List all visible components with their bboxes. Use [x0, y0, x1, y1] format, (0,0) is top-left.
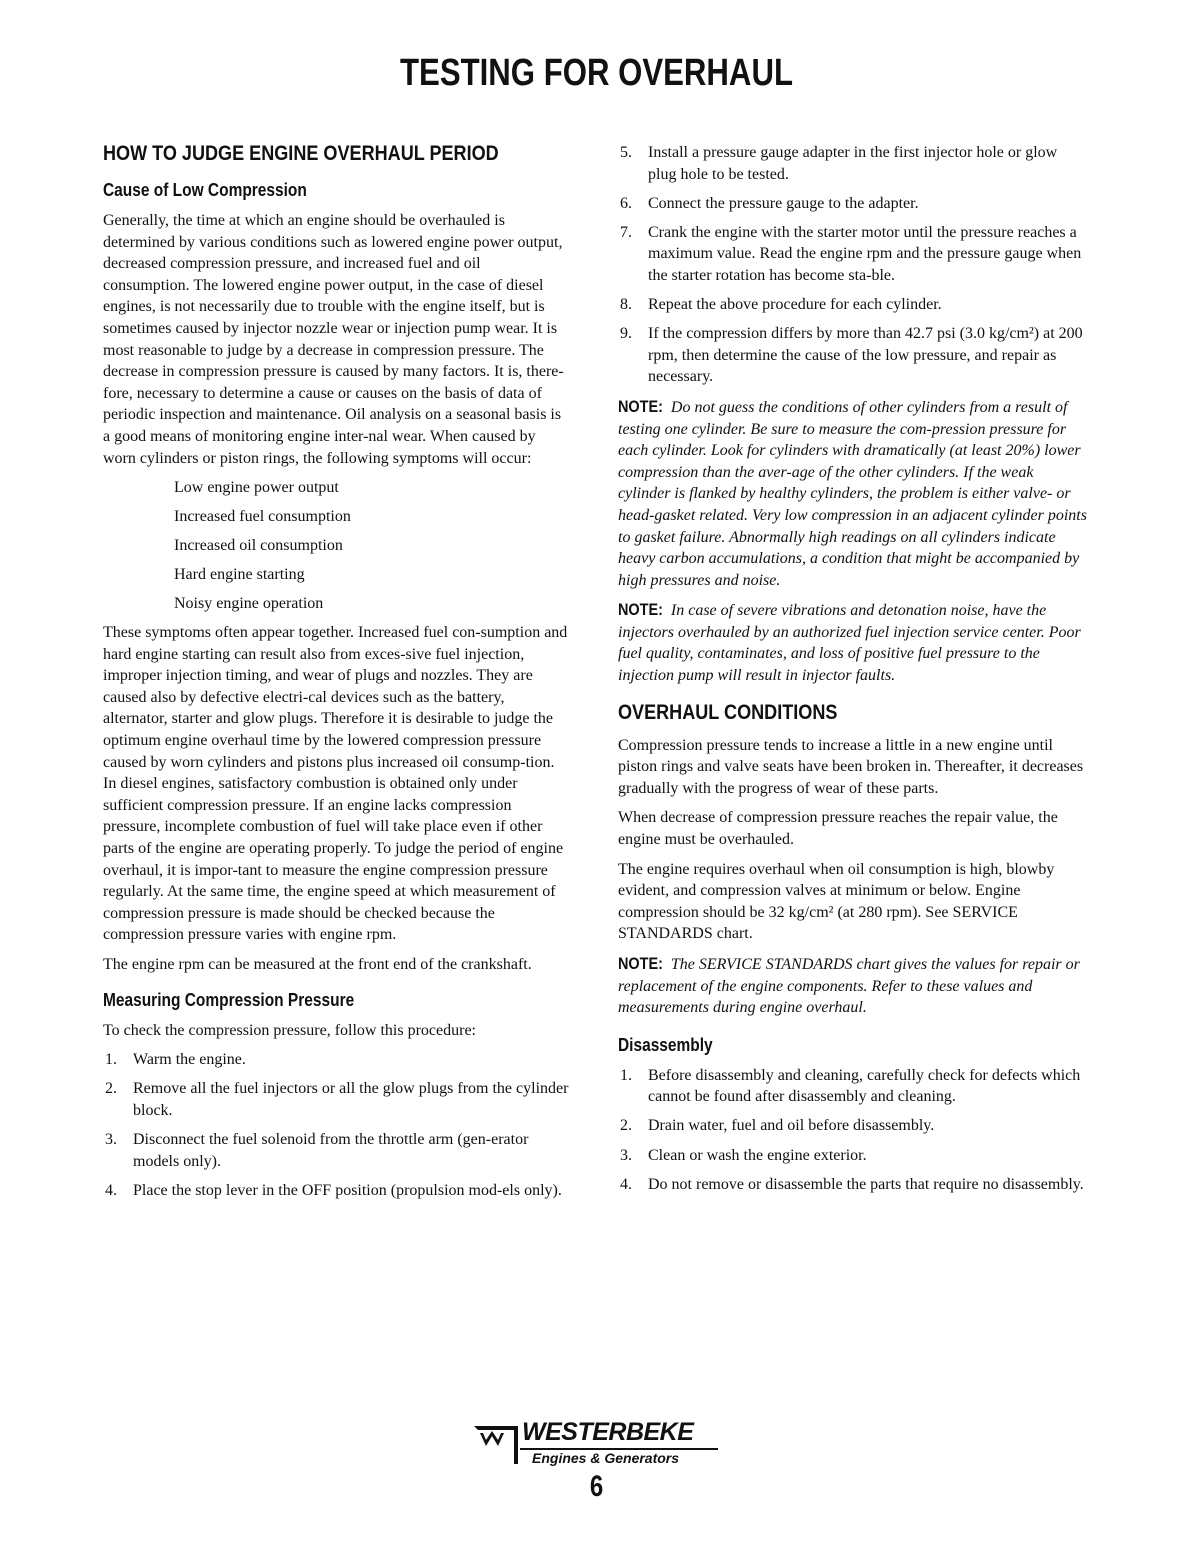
step-text: Warm the engine. [133, 1051, 246, 1069]
symptom-item: Increased oil consumption [174, 537, 343, 555]
symptom-item: Increased fuel consumption [174, 508, 351, 526]
step-number: 2. [620, 1117, 632, 1135]
step-item [103, 1180, 569, 1202]
subheading-cause-of-low-compression: Cause of Low Compression [103, 180, 307, 200]
page-title: TESTING FOR OVERHAUL [400, 52, 793, 94]
brand-name: WESTERBEKE [522, 1418, 694, 1446]
step-text: Connect the pressure gauge to the adapter. [648, 194, 919, 212]
note-injector-faults [618, 599, 1088, 686]
step-number: 1. [105, 1051, 117, 1069]
step-number: 4. [105, 1181, 117, 1199]
step-text: Disconnect the fuel solenoid from the throttle arm (gen-erator models only). [133, 1130, 529, 1170]
note-label: NOTE: [618, 600, 663, 620]
step-item [618, 193, 1088, 215]
step-item [618, 1145, 1088, 1167]
step-text: Drain water, fuel and oil before disassembly. [648, 1117, 935, 1135]
measuring-intro: To check the compression pressure, follow this procedure: [103, 1021, 476, 1039]
step-item [103, 1078, 569, 1121]
measuring-steps-list [103, 1049, 569, 1201]
step-item [618, 142, 1088, 185]
note-text: Do not guess the conditions of other cylinders from a result of testing one cylinder. Be sure to measure the com-pression pressure for each cylinder. Look for cylinders with dramatically (at least 20%) lower compression than the aver-age of the other cylinders. If the weak cylinder is flanked by healthy cylinders, the problem is either valve- or head-gasket related. Very low compression in an adjacent cylinder points to gasket failure. Abnormally high readings on all cylinders indicate heavy carbon accumulations, a condition that might be accompanied by high pressures and noise. [618, 398, 1087, 589]
note-service-standards [618, 953, 1088, 1019]
step-text: Clean or wash the engine exterior. [648, 1146, 867, 1164]
subheading-measuring-compression: Measuring Compression Pressure [103, 989, 355, 1010]
step-number: 6. [620, 194, 632, 212]
step-item [618, 1115, 1088, 1137]
step-text: Remove all the fuel injectors or all the glow plugs from the cylinder block. [133, 1080, 569, 1119]
symptoms-paragraph: These symptoms often appear together. Increased fuel con-sumption and hard engine starting can result also from exces-sive fuel injection, improper injection timing, and wear of plugs and nozzles. They are caused also by defective electri-cal devices such as the battery, alternator, starter and glow plugs. Therefore it is desirable to judge the optimum engine overhaul time by the lowered compression pressure caused by worn cylinders and pistons plus increased oil consump-tion. In diesel engines, satisfactory combustion is obtained only under sufficient compression pressure. If an engine lacks compression pressure, incomplete combustion of fuel will take place even if other parts of the engine are operating properly. To judge the period of engine overhaul, it is impor-tant to measure the engine compression pressure regularly. At the same time, the engine speed at which measurement of compression pressure is made should be checked because the compression pressure varies with engine rpm. [103, 624, 568, 944]
step-item [618, 222, 1088, 287]
symptom-item: Hard engine starting [174, 566, 305, 584]
step-item [618, 1174, 1088, 1196]
overhaul-paragraph: The engine requires overhaul when oil consumption is high, blowby evident, and compression valves at minimum or below. Engine compression should be 32 kg/cm² (at 280 rpm). See SERVICE STANDARDS chart. [618, 860, 1055, 943]
note-label: NOTE: [618, 396, 663, 416]
step-number: 4. [620, 1175, 632, 1193]
step-text: Place the stop lever in the OFF position (propulsion mod-els only). [133, 1181, 562, 1199]
step-text: Crank the engine with the starter motor until the pressure reaches a maximum value. Read the engine rpm and the pressure gauge when the starter rotation has become sta-ble. [648, 223, 1082, 284]
note-text: The SERVICE STANDARDS chart gives the values for repair or replacement of the engine components. Refer to these values and measurements during engine overhaul. [618, 956, 1080, 1017]
overhaul-paragraph: When decrease of compression pressure reaches the repair value, the engine must be overhauled. [618, 809, 1058, 849]
step-text: Repeat the above procedure for each cylinder. [648, 296, 942, 314]
step-text: If the compression differs by more than 42.7 psi (3.0 kg/cm²) at 200 rpm, then determine the cause of the low pressure, and repair as necessary. [648, 325, 1083, 386]
step-number: 7. [620, 223, 632, 241]
right-column [618, 142, 1088, 1203]
step-item [103, 1129, 569, 1172]
rpm-paragraph: The engine rpm can be measured at the front end of the crankshaft. [103, 955, 532, 973]
symptom-item: Low engine power output [174, 479, 339, 497]
symptom-item: Noisy engine operation [174, 595, 324, 613]
step-number: 1. [620, 1066, 632, 1084]
westerbeke-w-logo-icon [472, 1422, 520, 1466]
step-text: Before disassembly and cleaning, carefully check for defects which cannot be found after disassembly and cleaning. [648, 1066, 1081, 1106]
brand-tagline: Engines & Generators [532, 1450, 680, 1466]
step-number: 2. [105, 1080, 117, 1098]
cause-paragraph: Generally, the time at which an engine should be overhauled is determined by various conditions such as lowered engine power output, decreased compression pressure, and increased fuel and oil consumption. The lowered engine power output, in the case of diesel engines, is not necessarily due to trouble with the engine itself, but is sometimes caused by injector nozzle wear or injection pump wear. It is most reasonable to judge by a decrease in compression pressure. The decrease in compression pressure is caused by many factors. It is, there-fore, necessary to determine a cause or causes on the basis of data of periodic inspection and maintenance. Oil analysis on a seasonal basis is a good means of monitoring engine inter-nal wear. When caused by worn cylinders or piston rings, the following symptoms will occur: [103, 212, 564, 467]
step-item [103, 1049, 569, 1071]
step-number: 3. [105, 1130, 117, 1148]
step-text: Do not remove or disassemble the parts that require no disassembly. [648, 1175, 1084, 1193]
step-number: 5. [620, 144, 632, 161]
step-item [618, 323, 1088, 388]
note-cylinder-comparison [618, 396, 1088, 591]
step-number: 8. [620, 296, 632, 314]
note-text: In case of severe vibrations and detonation noise, have the injectors overhauled by an authorized fuel injection service center. Poor fuel quality, contaminates, and loss of positive fuel pressure to the injection pump will result in injector faults. [618, 602, 1081, 685]
step-item [618, 1065, 1088, 1108]
step-number: 9. [620, 325, 632, 343]
section-heading-overhaul-conditions: OVERHAUL CONDITIONS [618, 700, 838, 724]
step-text: Install a pressure gauge adapter in the first injector hole or glow plug hole to be tested. [648, 144, 1058, 183]
left-column [103, 142, 569, 1209]
overhaul-paragraph: Compression pressure tends to increase a little in a new engine until piston rings and valve seats have been broken in. Thereafter, it decreases gradually with the progress of wear of these parts. [618, 736, 1084, 797]
note-label: NOTE: [618, 954, 663, 973]
westerbeke-logo [472, 1420, 722, 1470]
subheading-disassembly: Disassembly [618, 1034, 713, 1055]
symptoms-list [103, 477, 569, 615]
disassembly-steps-list [618, 1065, 1088, 1195]
measuring-steps-list-continued [618, 142, 1088, 388]
step-item [618, 294, 1088, 316]
section-heading-overhaul-period: HOW TO JUDGE ENGINE OVERHAUL PERIOD [103, 142, 499, 165]
step-number: 3. [620, 1146, 632, 1164]
page-number: 6 [589, 1470, 604, 1503]
